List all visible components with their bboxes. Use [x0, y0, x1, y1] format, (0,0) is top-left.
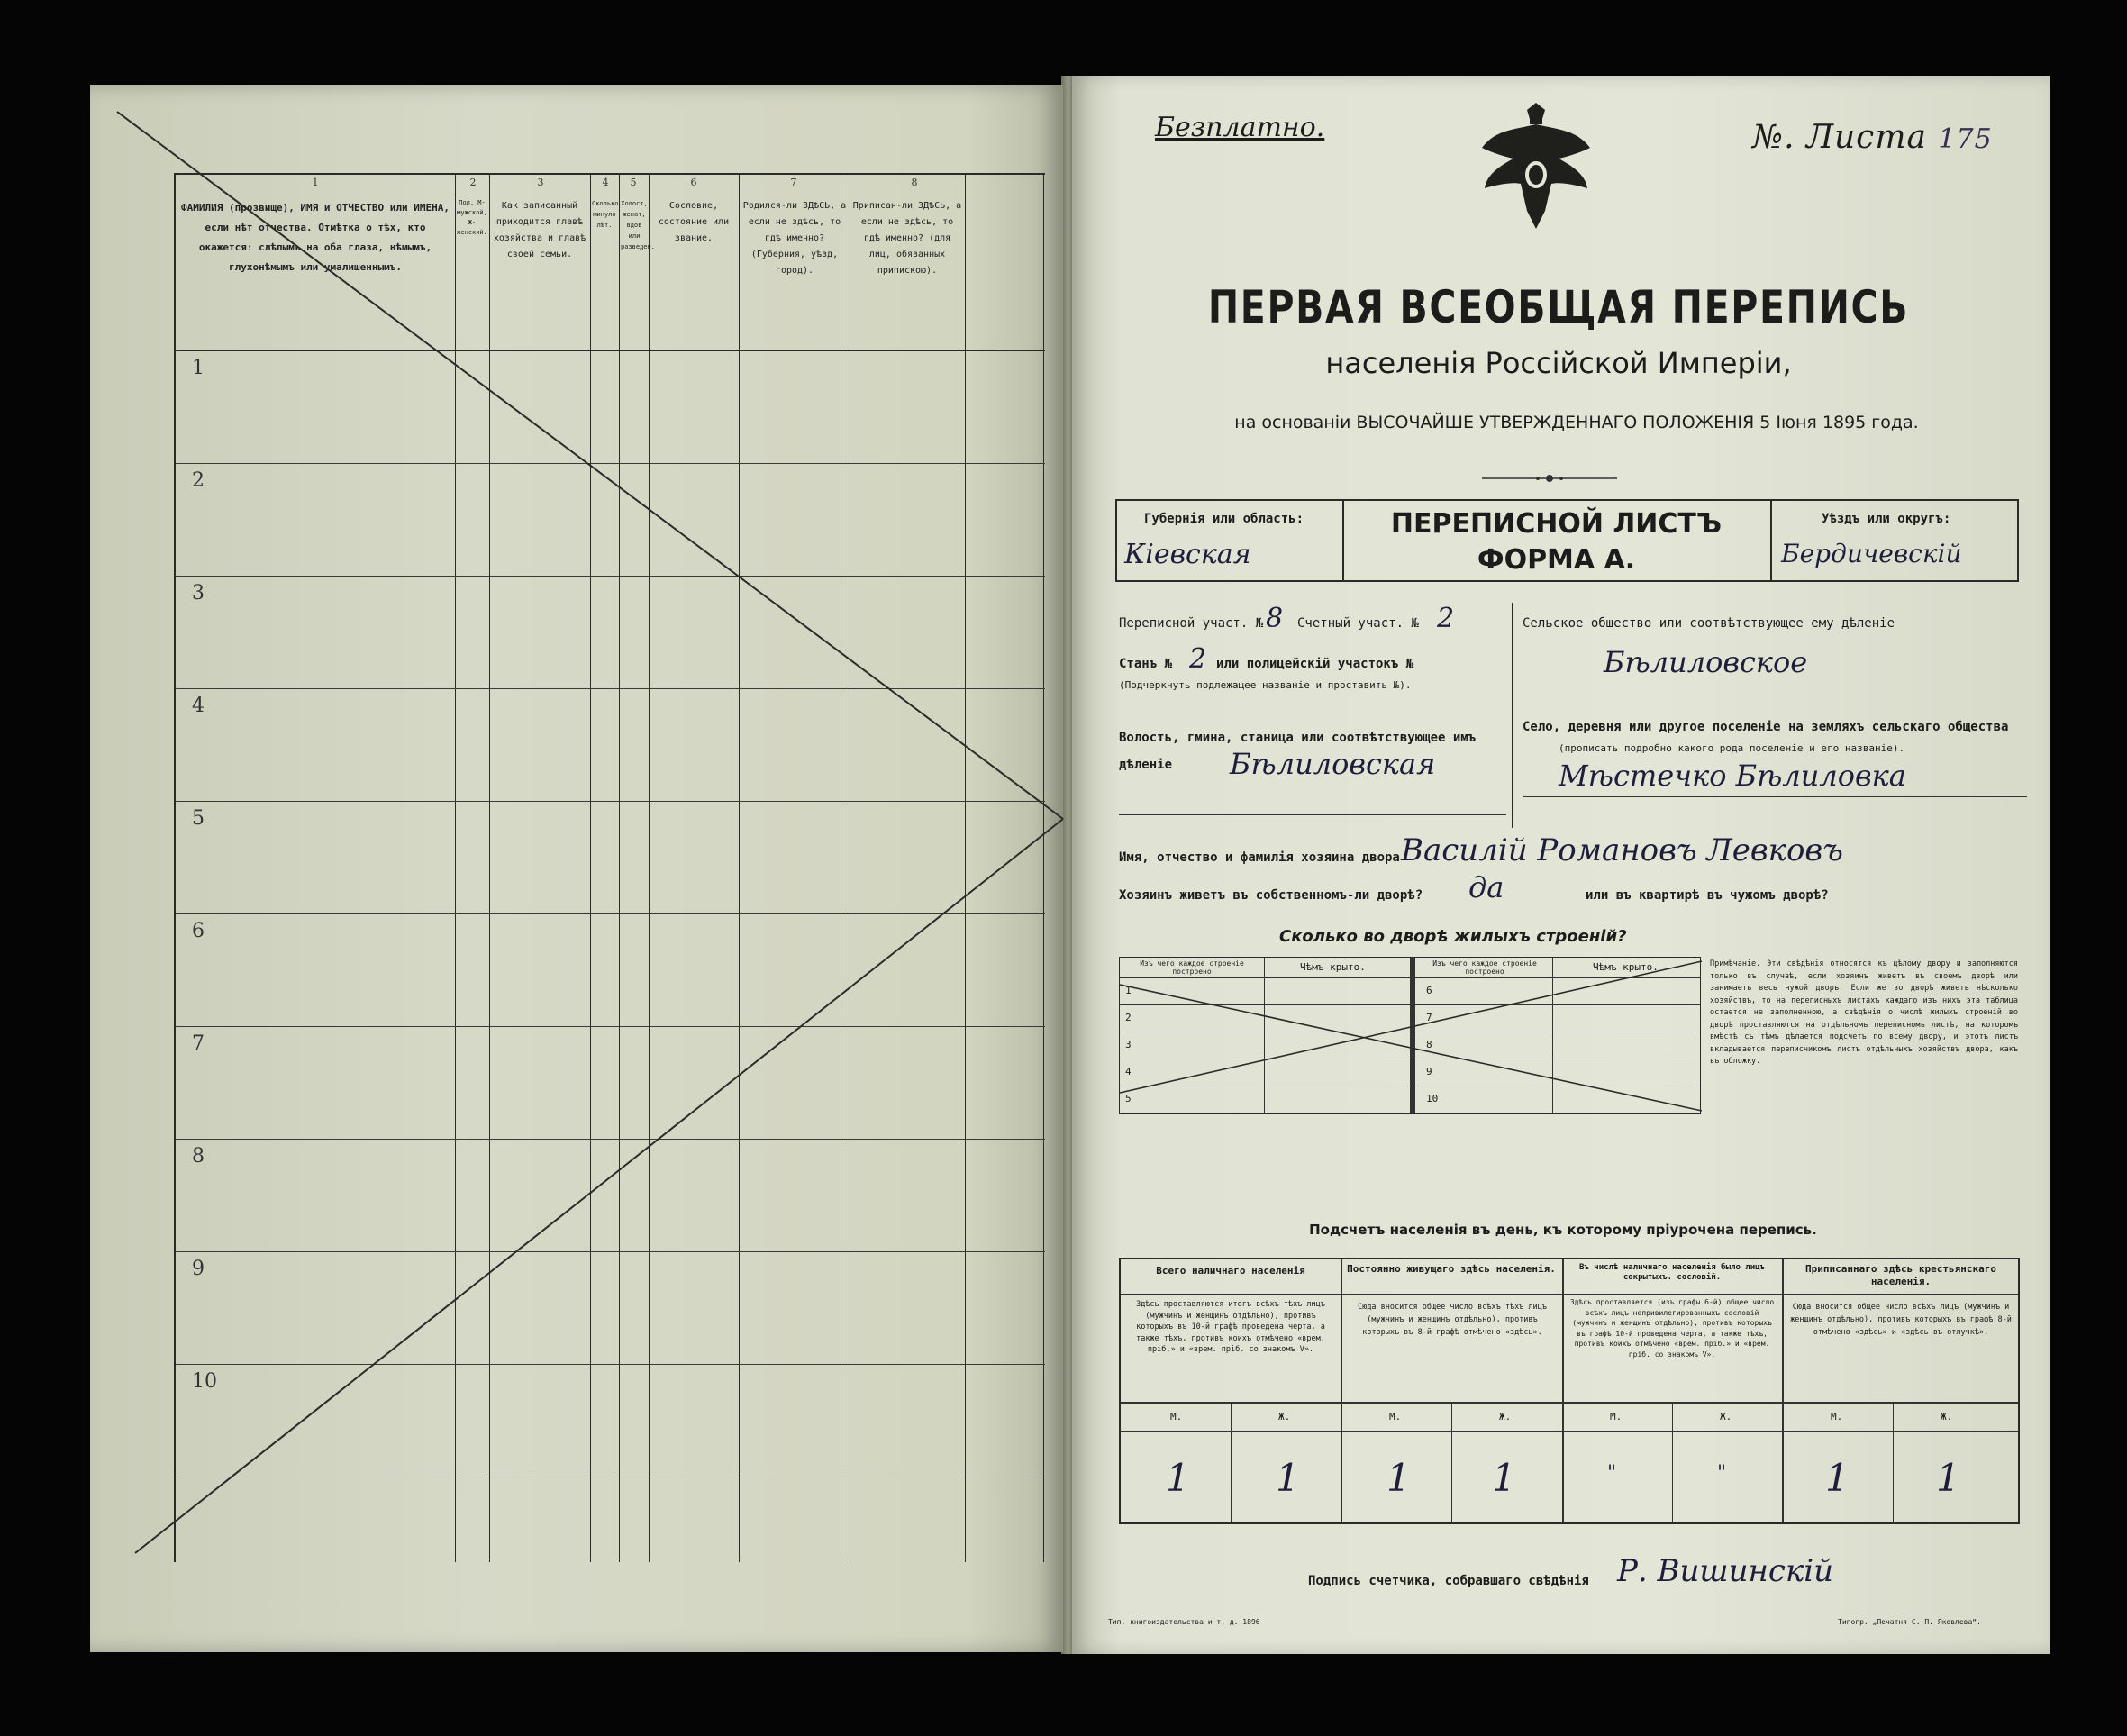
- row-number: 3: [192, 582, 205, 604]
- sheet-number-block: [1752, 119, 1993, 156]
- header-estate: Сословие, состояние или звание.: [658, 201, 730, 243]
- buildings-row-number: 4: [1125, 1066, 1132, 1077]
- tally-value: 1: [1276, 1456, 1300, 1500]
- free-label: Безплатно.: [1155, 112, 1325, 143]
- village-label: Село, деревня или другое поселеніе на земляхъ сельскаго общества: [1523, 720, 2009, 734]
- village-value: Мѣстечко Бѣлиловка: [1559, 759, 1906, 793]
- sex-label: М.: [1831, 1411, 1843, 1422]
- field-underline: [1523, 796, 2027, 797]
- header-name: ФАМИЛИЯ (прозвище), ИМЯ и ОТЧЕСТВО или ИМЕНА, если нѣт отчества. Отмѣтка о тѣх, кто окажется: слѣпымъ на оба глаза, нѣмымъ, глухонѣмымъ или умалишеннымъ.: [180, 202, 450, 273]
- buildings-header: Чѣмъ крыто.: [1300, 961, 1366, 973]
- owner-value: Василій Романовъ Левковъ: [1401, 832, 1843, 868]
- grid-divider: [1451, 1402, 1452, 1523]
- buildings-header: Чѣмъ крыто.: [1593, 961, 1659, 973]
- buildings-label: Сколько во дворѣ жилыхъ строеній?: [1279, 927, 1627, 946]
- ornament-divider: [1482, 472, 1617, 485]
- society-label: Сельское общество или соотвѣтствующее ему дѣленіе: [1523, 616, 1895, 631]
- society-value: Бѣлиловское: [1604, 645, 1808, 679]
- tally-description: Сюда вносится общее число всѣхъ тѣхъ лицъ (мужчинъ и женщинъ отдѣльно), противъ которыхъ въ 8-й графѣ отмѣчено «здѣсь».: [1358, 1303, 1547, 1337]
- buildings-table: [1119, 957, 1701, 1114]
- form-header-box: [1115, 499, 2019, 582]
- left-page: [90, 85, 1063, 1652]
- imperial-eagle-icon: [1477, 103, 1595, 238]
- tally-header: Постоянно живущаго здѣсь населенія.: [1347, 1263, 1556, 1275]
- village-note: (прописать подробно какого рода поселеніе и его названіе).: [1559, 742, 1905, 754]
- sheet-number-value: 175: [1938, 123, 1993, 155]
- owner-lives-suffix: или въ квартирѣ въ чужомъ дворѣ?: [1586, 888, 1829, 903]
- stan-label: Станъ №: [1119, 657, 1173, 671]
- signature-value: Р. Вишинскій: [1617, 1553, 1833, 1589]
- sex-label: М.: [1389, 1411, 1402, 1422]
- printer-imprint-right: Типогр. „Печатня С. П. Яковлева“.: [1838, 1618, 1981, 1626]
- grid-divider: [1341, 1259, 1342, 1522]
- sex-label: М.: [1170, 1411, 1183, 1422]
- field-underline: [1119, 814, 1506, 815]
- buildings-header: Изъ чего каждое строеніе построено: [1140, 959, 1244, 976]
- column-number: 2: [469, 177, 477, 188]
- buildings-header: Изъ чего каждое строеніе построено: [1432, 959, 1537, 976]
- sex-label: Ж.: [1941, 1411, 1953, 1422]
- buildings-row-number: 2: [1125, 1012, 1132, 1023]
- signature-label: Подпись счетчика, собравшаго свѣдѣнія: [1308, 1574, 1589, 1588]
- row-number: 2: [192, 469, 205, 492]
- header-birthplace: Родился-ли ЗДѢСЬ, а если не здѣсь, то гдѣ именно? (Губерния, уѣзд, город).: [742, 201, 847, 276]
- header-sex: Пол. М-мужской, Ж-женский.: [457, 199, 487, 236]
- buildings-row-number: 3: [1125, 1039, 1132, 1050]
- tally-description: Здѣсь проставляются итогъ всѣхъ тѣхъ лицъ (мужчинъ и женщинъ отдѣльно), противъ которыхъ въ 10-й графѣ проведена черта, а также тѣхъ, противъ коихъ отмѣчено «врем. пріб.» и «врем. пріб. со знакомъ V».: [1136, 1300, 1325, 1354]
- tally-value: ": [1717, 1462, 1727, 1485]
- buildings-row-number: 5: [1125, 1093, 1132, 1104]
- tally-header: Приписаннаго здѣсь крестьянскаго населенія.: [1805, 1263, 1996, 1287]
- sex-label: Ж.: [1278, 1411, 1291, 1422]
- buildings-row-number: 8: [1426, 1039, 1432, 1050]
- column-number: 4: [602, 177, 609, 188]
- printer-imprint-left: Тип. книгоиздательства и т. д. 1896: [1108, 1618, 1260, 1626]
- cross-out-lines: [90, 85, 1063, 1652]
- grid-divider: [1231, 1402, 1232, 1523]
- sex-label: Ж.: [1499, 1411, 1512, 1422]
- tally-title: Подсчетъ населенія въ день, къ которому пріурочена перепись.: [1309, 1222, 1817, 1238]
- tally-description: Здѣсь проставляется (изъ графы 6-й) общее число всѣхъ лицъ непривилегированныхъ сословій (мужчинъ и женщинъ отдѣльно), противъ которыхъ въ графѣ 10-й проведена черта, а также тѣхъ, противъ коихъ отмѣчено «врем. пріб.» и «врем. пріб. со знакомъ V».: [1569, 1298, 1775, 1359]
- grid-divider: [1672, 1402, 1673, 1523]
- uyezd-cell: [1770, 501, 2019, 580]
- stan-value: 2: [1189, 643, 1207, 675]
- census-title: ПЕРВАЯ ВСЕОБЩАЯ ПЕРЕПИСЬ: [1207, 281, 1910, 333]
- header-registered: Приписан-ли ЗДѢСЬ, а если не здѣсь, то гдѣ именно? (для лиц, обязанных припискою).: [852, 201, 962, 276]
- uyezd-label: Уѣздъ или округъ:: [1822, 512, 1951, 526]
- grid-row-divider: [1121, 1294, 2018, 1295]
- tally-value: ": [1607, 1462, 1617, 1485]
- census-section-label: Переписной участ. №: [1119, 616, 1264, 631]
- column-number: 3: [537, 177, 544, 188]
- tally-value: 1: [1825, 1456, 1850, 1500]
- header-relation: Как записанный приходится главѣ хозяйства и главѣ своей семьи.: [493, 201, 586, 259]
- buildings-row-number: 1: [1125, 985, 1132, 996]
- gubernia-value: Кіевская: [1124, 539, 1251, 570]
- row-number: 5: [192, 807, 205, 830]
- row-number: 8: [192, 1145, 205, 1168]
- grid-divider: [1782, 1259, 1784, 1522]
- row-number: 9: [192, 1258, 205, 1280]
- column-number: 8: [911, 177, 918, 188]
- tally-value: 1: [1936, 1456, 1960, 1500]
- stan-note: (Подчеркнуть подлежащее названіе и проставить №).: [1119, 679, 1412, 691]
- buildings-row-number: 10: [1426, 1093, 1439, 1104]
- tally-header: Всего наличнаго населенія: [1156, 1265, 1305, 1277]
- column-number: 7: [790, 177, 797, 188]
- row-number: 6: [192, 920, 205, 942]
- buildings-row-number: 9: [1426, 1066, 1432, 1077]
- volost-label: Волость, гмина, станица или соотвѣтствующее имъ дѣленіе: [1119, 731, 1477, 772]
- column-number: 6: [690, 177, 697, 188]
- column-number: 5: [630, 177, 637, 188]
- buildings-row-number: 7: [1426, 1012, 1432, 1023]
- count-section-value: 2: [1437, 603, 1455, 634]
- tally-description: Сюда вносится общее число всѣхъ лицъ (мужчинъ и женщинъ отдѣльно), противъ которыхъ въ графѣ 8-й отмѣчено «здѣсь» и «здѣсь въ отлучкѣ».: [1790, 1303, 2012, 1337]
- grid-divider: [1562, 1259, 1564, 1522]
- volost-value: Бѣлиловская: [1230, 747, 1436, 781]
- tally-header: Въ числѣ наличнаго населенія было лицъ сокрытыхъ. сословій.: [1579, 1263, 1765, 1282]
- tally-value: 1: [1386, 1456, 1411, 1500]
- sheet-label: №. Листа: [1752, 119, 1927, 156]
- owner-label: Имя, отчество и фамилія хозяина двора: [1119, 850, 1400, 865]
- tally-table: [1119, 1258, 2020, 1524]
- uyezd-value: Бердичевскій: [1781, 539, 1962, 568]
- column-number: 1: [312, 177, 319, 188]
- form-title-2: ФОРМА А.: [1477, 544, 1636, 576]
- sex-label: М.: [1610, 1411, 1623, 1422]
- count-section-label: Счетный участ. №: [1297, 616, 1419, 631]
- buildings-cross-out: [1120, 958, 1702, 1115]
- owner-lives-value: да: [1468, 870, 1504, 904]
- grid-divider: [1893, 1402, 1894, 1523]
- buildings-row-number: 6: [1426, 985, 1432, 996]
- tally-value: 1: [1166, 1456, 1190, 1500]
- census-decree: на основаніи ВЫСОЧАЙШЕ УТВЕРЖДЕННАГО ПОЛОЖЕНІЯ 5 Іюня 1895 года.: [1234, 413, 1919, 432]
- tally-value: 1: [1492, 1456, 1516, 1500]
- sex-label: Ж.: [1720, 1411, 1732, 1422]
- grid-row-divider: [1121, 1402, 2018, 1404]
- row-number: 7: [192, 1032, 205, 1055]
- header-marital: Холост, женат, вдов или разведен.: [621, 200, 655, 250]
- census-subtitle: населенія Россійской Имперіи,: [1325, 346, 1792, 380]
- row-number: 1: [192, 357, 205, 379]
- row-number: 4: [192, 695, 205, 717]
- form-title-1: ПЕРЕПИСНОЙ ЛИСТЪ: [1390, 508, 1723, 540]
- owner-lives-label: Хозяинъ живетъ въ собственномъ-ли дворѣ?: [1119, 888, 1423, 903]
- gubernia-cell: [1117, 501, 1344, 580]
- row-number: 10: [192, 1370, 217, 1393]
- header-age: Сколько минуло лѣт.: [592, 200, 619, 229]
- address-divider: [1512, 603, 1513, 828]
- stan-suffix: или полицейскій участокъ №: [1216, 657, 1414, 671]
- census-section-value: 8: [1266, 603, 1284, 634]
- right-page: [1072, 76, 2050, 1654]
- buildings-note: Примѣчаніе. Эти свѣдѣнія относятся къ цѣлому двору и заполняются только въ случаѣ, если хозяинъ живетъ въ своемъ дворѣ или занимаетъ весь чужой дворъ. Если же во дворѣ живетъ нѣсколько хозяйствъ, то на переписныхъ листахъ каждаго изъ нихъ эта таблица остается не заполненною, а свѣдѣнія о числѣ жилыхъ строеній во дворѣ проставляются на отдѣльномъ переписномъ листѣ, на которомъ вмѣстѣ съ тѣмъ дѣлается подсчетъ по всему двору, и этотъ листъ вкладывается переписчикомъ листъ отдѣльныхъ хозяйствъ двора, какъ въ обложку.: [1710, 959, 2018, 1066]
- grid-row-divider: [1121, 1431, 2018, 1432]
- gubernia-label: Губернія или область:: [1144, 512, 1304, 526]
